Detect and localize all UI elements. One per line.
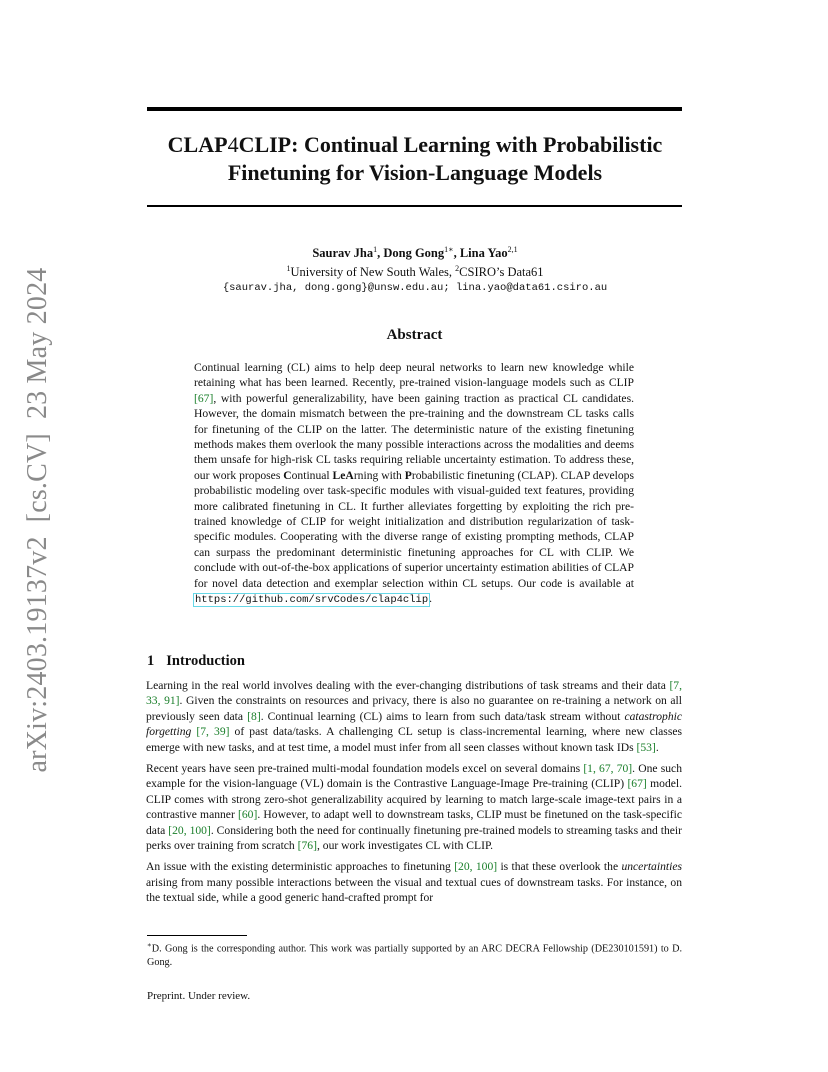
citation-link[interactable]: [53]	[636, 740, 656, 754]
citation-link[interactable]: [7, 39]	[196, 725, 230, 739]
text: arising from many possible interactions between the visual and textual cues of downstream tasks. For instance, on the textual side, while a good generic hand-crafted prompt for	[146, 875, 682, 905]
footnote-rule	[147, 935, 247, 936]
section-number: 1	[147, 653, 155, 669]
affiliation-sup: 2	[455, 264, 460, 274]
title-part: CLAP	[167, 132, 228, 157]
title-four: 4	[227, 132, 239, 157]
text: model. CLIP comes with strong zero-shot generalizability acquired by learning to match large-scale image-text pairs in a contrastive manner	[146, 777, 683, 822]
affiliations	[120, 261, 710, 280]
citation-link[interactable]: [60]	[238, 808, 258, 822]
citation-link[interactable]: [7, 33, 91]	[146, 679, 682, 708]
text: .	[429, 592, 433, 606]
emphasis: catastrophic forgetting	[146, 709, 682, 739]
abstract-body	[194, 360, 634, 609]
author-names: Saurav Jha$^1$, Dong Gong$^{1∗}$, Lina Yao$^{2,1}$	[312, 245, 518, 261]
introduction-body	[146, 678, 682, 912]
text: . However, to adapt well to downstream tasks, CLIP must be finetuned on the task-specific data	[146, 808, 682, 837]
author-name: Saurav Jha	[312, 246, 374, 261]
text: , our work investigates CL with CLIP.	[316, 839, 494, 853]
bold-letter: P	[404, 468, 412, 482]
paragraph	[146, 761, 682, 853]
text: is that these overlook the	[497, 860, 622, 874]
text: . One such example for the vision-language (VL) domain is the Contrastive Language-Image Pre-training (CLIP)	[146, 762, 682, 791]
citation-link[interactable]: [20, 100]	[454, 860, 498, 874]
title-part: CLIP: Continual Learning with Probabilistic	[238, 132, 663, 157]
author-sup: 2,1	[507, 245, 518, 254]
author-sup: 1	[373, 245, 378, 254]
text: of past data/tasks. A challenging CL setup is class-incremental learning, where new classes emerge with new tasks, and at test time, a model must infer from all seen classes without known task IDs	[146, 725, 682, 754]
abstract-heading: Abstract	[386, 327, 443, 343]
title-line-2: Finetuning for Vision-Language Models	[227, 160, 603, 185]
text: rning with	[353, 468, 405, 482]
arxiv-date: 23 May 2024	[22, 267, 53, 420]
text: .	[655, 740, 659, 754]
title-top-rule	[147, 107, 682, 111]
text: robabilistic finetuning (CLAP). CLAP develops probabilistic modeling over task-specific modules with visual-guided text features, providing more calibrated finetuning in CL. It further alleviates forgetting by exploiting the rich pre-trained knowledge of CLIP for weight initialization and distribution regularization of task-specific modules. Cooperating with the diverse range of existing prompting methods, CLAP can surpass the predominant deterministic finetuning approaches for CL with CLIP. We conclude with out-of-the-box applications of superior uncertainty estimation abilities of CLAP for novel data detection and exemplar selection within CL setups. Our code is available at	[194, 468, 634, 590]
paper-title	[110, 131, 720, 187]
bold-letter: LeA	[332, 468, 354, 482]
citation-link[interactable]: [20, 100]	[168, 823, 211, 837]
citation-link[interactable]: [8]	[247, 709, 261, 723]
author-emails: {saurav.jha, dong.gong}@unsw.edu.au; lina.yao@data61.csiro.au	[222, 282, 608, 295]
text: Recent years have seen pre-trained multi-modal foundation models excel on several domains	[146, 762, 584, 776]
arxiv-id: arXiv:2403.19137v2	[22, 536, 53, 773]
emphasis: uncertainties	[621, 860, 682, 874]
bold-letter: C	[283, 468, 292, 482]
code-url-link[interactable]: https://github.com/srvCodes/clap4clip	[195, 594, 429, 607]
text: . Given the constraints on resources and privacy, there is also no guarantee on re-training a network on all previously seen data	[146, 694, 682, 723]
footnote-text: D. Gong is the corresponding author. This work was partially supported by an ARC DECRA Fellowship (DE230101591) to D. Gong.	[147, 943, 682, 969]
affiliation: CSIRO’s Data61	[459, 265, 544, 280]
author-sup: 1∗	[444, 245, 454, 254]
text: . Continual learning (CL) aims to learn from such data/task stream without	[260, 709, 625, 723]
preprint-note: Preprint. Under review.	[147, 990, 251, 1002]
citation-link[interactable]: [67]	[194, 391, 214, 405]
paragraph	[146, 859, 682, 905]
footnote-mark: ∗	[147, 941, 152, 949]
author-name: Dong Gong	[383, 246, 445, 261]
paragraph	[146, 678, 682, 755]
arxiv-stamp	[22, 268, 54, 773]
author-block	[120, 242, 710, 296]
text: Continual learning (CL) aims to help deep neural networks to learn new knowledge while retaining what has been learned. Recently, pre-trained vision-language models such as CLIP	[194, 361, 634, 390]
section-title: Introduction	[166, 653, 245, 669]
author-name: Lina Yao	[459, 246, 508, 261]
affiliation: University of New South Wales,	[290, 265, 456, 280]
citation-link[interactable]: [1, 67, 70]	[583, 762, 633, 776]
text: ontinual	[291, 468, 333, 482]
arxiv-category: [cs.CV]	[22, 433, 53, 523]
text: Learning in the real world involves dealing with the ever-changing distributions of task streams and their data	[146, 679, 670, 692]
footnote	[147, 938, 682, 970]
title-bottom-rule	[147, 205, 682, 207]
citation-link[interactable]: [67]	[627, 777, 647, 791]
text: , with powerful generalizability, have been gaining traction as practical CL candidates. However, the domain mismatch between the pre-training and the downstream CL tasks calls for finetuning of the CLIP on the latter. The deterministic nature of the existing finetuning methods makes them overlook the many possible interactions across the modalities and deems them unsafe for high-risk CL tasks requiring reliable uncertainty estimation. To address these, our work proposes	[194, 391, 634, 482]
affiliation-sup: 1	[286, 264, 291, 274]
section-heading	[147, 653, 245, 670]
text: . Considering both the need for continually finetuning pre-trained models to streaming tasks and their perks over training from scratch	[146, 823, 682, 853]
text: An issue with the existing deterministic approaches to finetuning	[146, 860, 455, 874]
citation-link[interactable]: [76]	[297, 839, 317, 853]
